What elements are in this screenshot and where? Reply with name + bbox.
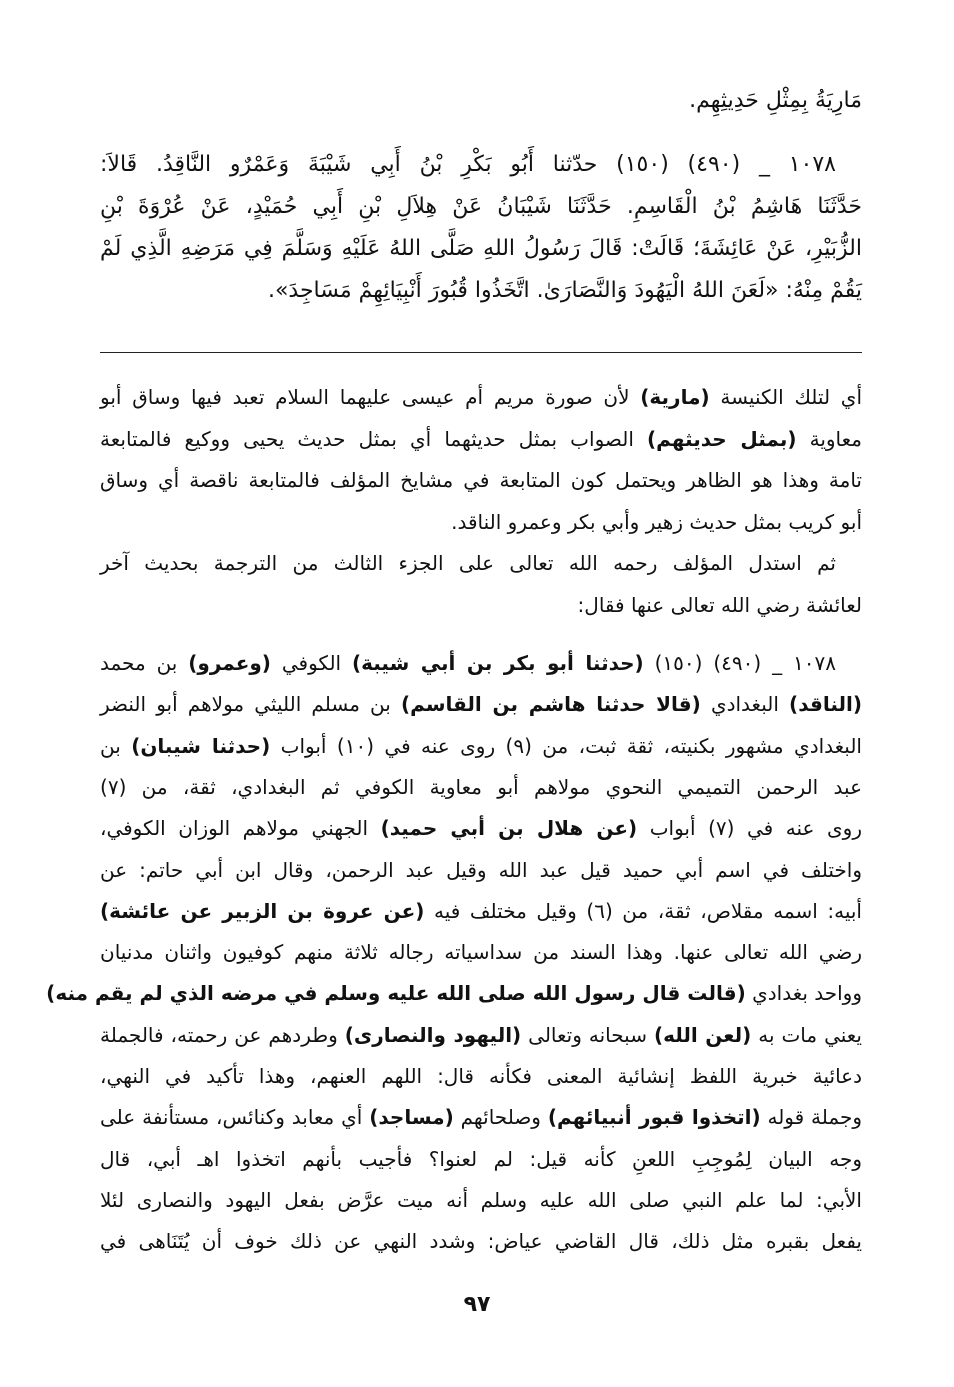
commentary-line	[100, 813, 862, 843]
text-run: الكوفي	[270, 651, 352, 675]
bold-quote: (حدثنا أبو بكر بن أبي شيبة)	[352, 651, 644, 675]
text-run: الجهني مولاهم الوزان الكوفي،	[100, 816, 381, 841]
text-run: معاوية	[796, 426, 862, 451]
text-run: وصلحائهم	[453, 1105, 548, 1130]
text-run: وطردهم عن رحمته، فالجملة	[100, 1022, 345, 1047]
text-run: وجه البيان لِمُوجِبِ اللعنِ كأنه قيل: لم لعنوا؟ فأجيب بأنهم اتخذوا اهـ أبي، قال	[100, 1146, 862, 1171]
bold-quote: (اتخذوا قبور أنبيائهم)	[547, 1105, 761, 1130]
text-run: عبد الرحمن التميمي النحوي مولاهم أبو معاوية الكوفي ثم البغدادي، ثقة، من (٧)	[100, 774, 862, 799]
text-run: البغدادي	[700, 692, 790, 717]
text-run: البغدادي مشهور بكنيته، ثقة ثبت، من (٩) روى عنه في (١٠) أبواب	[270, 733, 862, 758]
text-run: الزُّبَيْرِ، عَنْ عَائِشَةَ؛ قَالَتْ: قَالَ رَسُولُ اللهِ صَلَّى اللهُ عَلَيْهِ وَسَلَّمَ فِي مَرَضِهِ الَّذِي لَمْ	[100, 236, 862, 261]
text-run: الأبي: لما علم النبي صلى الله عليه وسلم أنه ميت عرَّض بفعل اليهود والنصارى لئلا	[100, 1187, 862, 1212]
text-run: يعني مات به	[751, 1022, 863, 1047]
commentary-line	[100, 855, 862, 885]
commentary-line	[100, 689, 862, 719]
commentary-line	[100, 507, 862, 537]
text-run: لعائشة رضي الله تعالى عنها فقال:	[577, 592, 862, 617]
bold-quote: (مارية)	[640, 385, 710, 409]
commentary-line	[100, 1102, 862, 1132]
text-run: أي معابد وكنائس، مستأنفة على	[100, 1105, 370, 1130]
bold-quote: (قالا حدثنا هاشم بن القاسم)	[401, 692, 701, 717]
text-run: ١٠٧٨ _ (٤٩٠) (١٥٠) حدّثنا أَبُو بَكْرِ بْنُ أَبِي شَيْبَةَ وَعَمْرٌو النَّاقِدُ. قَالاَ:	[100, 152, 836, 177]
bold-quote: (الناقد)	[789, 692, 863, 717]
commentary-line	[100, 382, 862, 412]
matn-line	[100, 276, 862, 306]
bold-quote: (بمثل حديثهم)	[647, 426, 797, 451]
bold-quote: (عن عروة بن الزبير عن عائشة)	[100, 898, 425, 923]
bold-quote: (عن هلال بن أبي حميد)	[380, 816, 638, 841]
footnote-divider	[100, 352, 862, 353]
commentary-line	[100, 465, 862, 495]
text-run: ١٠٧٨ _ (٤٩٠) (١٥٠)	[643, 651, 836, 675]
text-run: يفعل بقبره مثل ذلك، قال القاضي عياض: وشدد النهي عن ذلك خوف أن يُتَنَاهى في	[100, 1229, 862, 1254]
page-number: ٩٧	[463, 1292, 491, 1317]
matn-line	[100, 192, 862, 222]
text-run: واختلف في اسم أبي حميد قيل عبد الله وقيل عبد الرحمن، وقال ابن أبي حاتم: عن	[100, 857, 862, 882]
bold-quote: (لعن الله)	[653, 1022, 752, 1047]
text-run: بن محمد	[100, 651, 189, 675]
commentary-line	[100, 772, 862, 802]
text-run: روى عنه في (٧) أبواب	[637, 816, 862, 841]
text-run: وواحد بغدادي	[745, 981, 862, 1006]
text-run: أبو كريب بمثل حديث زهير وأبي بكر وعمرو الناقد.	[451, 509, 862, 534]
matn-line	[100, 150, 836, 180]
commentary-line	[100, 937, 862, 967]
text-run: بن	[100, 733, 132, 758]
text-run: الصواب بمثل حديثهما أي بمثل حديث يحيى ووكيع فالمتابعة	[100, 426, 648, 451]
text-run: ثم استدل المؤلف رحمه الله تعالى على الجزء الثالث من الترجمة بحديث آخر	[100, 551, 836, 575]
text-run: لأن صورة مريم أم عيسى عليهما السلام تعبد فيها وساق أبو	[100, 385, 641, 409]
commentary-line	[100, 1020, 862, 1050]
text-run: أبيه: اسمه مقلاص، ثقة، من (٦) وقيل مختلف فيه	[424, 898, 862, 923]
commentary-line	[100, 590, 862, 620]
commentary-line	[100, 1061, 862, 1091]
commentary-line	[46, 978, 862, 1008]
bold-quote: (وعمرو)	[188, 651, 271, 675]
text-run: تامة وهذا هو الظاهر ويحتمل كون المتابعة في مشايخ المؤلف فالمتابعة ناقصة أي وساق	[100, 468, 862, 492]
commentary-line	[100, 896, 862, 926]
text-run: أي لتلك الكنيسة	[709, 385, 863, 409]
commentary-line	[100, 1185, 862, 1215]
commentary-line	[100, 1226, 862, 1256]
bold-quote: (مساجد)	[369, 1105, 454, 1130]
commentary-line	[100, 548, 836, 578]
matn-line	[100, 86, 862, 116]
text-run: حَدَّثَنَا هَاشِمُ بْنُ الْقَاسِمِ. حَدَّثَنَا شَيْبَانُ عَنْ هِلاَلِ بْنِ أَبِي حُمَيْدٍ، عَنْ عُرْوَةَ بْنِ	[100, 194, 862, 219]
bold-quote: (اليهود والنصارى)	[344, 1022, 522, 1047]
bold-quote: (حدثنا شيبان)	[131, 733, 271, 758]
commentary-line	[100, 731, 862, 761]
matn-line	[100, 234, 862, 264]
text-run: مَارِيَةُ بِمِثْلِ حَدِيثِهِم.	[689, 88, 862, 113]
commentary-line	[100, 424, 862, 454]
text-run: يَقُمْ مِنْهُ: «لَعَنَ اللهُ الْيَهُودَ وَالنَّصَارَىٰ. اتَّخَذُوا قُبُورَ أَنْبِيَائِهِمْ مَسَاجِدَ».	[267, 278, 862, 303]
bold-quote: (قالت قال رسول الله صلى الله عليه وسلم في مرضه الذي لم يقم منه)	[46, 981, 746, 1006]
text-run: سبحانه وتعالى	[521, 1022, 654, 1047]
text-run: بن مسلم الليثي مولاهم أبو النضر	[100, 692, 401, 717]
text-run: رضي الله تعالى عنها. وهذا السند من سداسياته رجاله ثلاثة منهم كوفيون واثنان مدنيان	[100, 940, 862, 965]
commentary-line	[100, 1144, 862, 1174]
text-run: دعائية خبرية اللفظ إنشائية المعنى فكأنه قال: اللهم العنهم، وهذا تأكيد في النهي،	[100, 1064, 862, 1088]
text-run: وجملة قوله	[760, 1105, 862, 1130]
commentary-line	[100, 648, 836, 678]
